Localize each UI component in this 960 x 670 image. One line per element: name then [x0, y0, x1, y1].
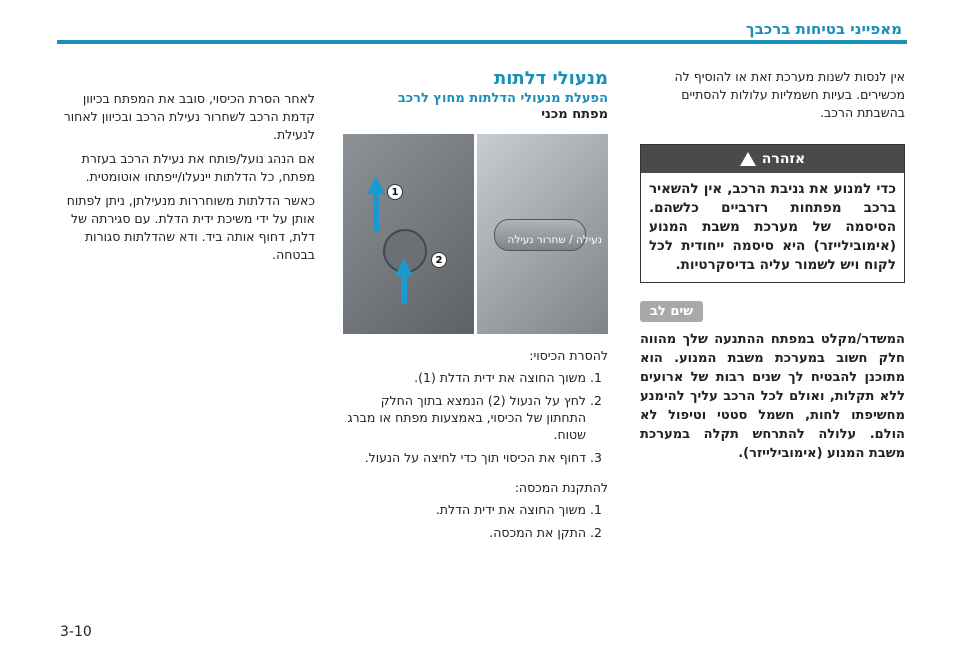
- auto-lock-paragraph: אם הנהג נועל/פותח את נעילת הרכב בעזרת מפתח, כל הדלתות יינעלו/ייפתחו אוטומטית.: [81, 151, 315, 184]
- install-cover-title: להתקנת המכסה:: [514, 480, 608, 495]
- warning-triangle-icon: [740, 152, 756, 166]
- photo-cover-panel: [343, 134, 474, 334]
- door-lock-photo: [343, 134, 608, 334]
- warning-body: כדי למנוע את גניבת הרכב, אין להשאיר ברכב מפתחות רזרביים כלשהם. הסיסמה של מערכת משבת המנוע (אימובילייזר) היא סיסמה ייחודית לכל לקוח ויש לשמור עליה בדיסקרטיות.: [649, 181, 896, 273]
- page-number: 3-10: [60, 624, 92, 640]
- step-item: 3. דחוף את הכיסוי תוך כדי לחיצה על הנעול.: [343, 449, 586, 466]
- section-subtitle-key: מפתח מכני: [541, 107, 608, 122]
- note-badge: שים לב: [640, 301, 703, 322]
- right-column: [640, 68, 905, 463]
- remove-cover-title: להסרת הכיסוי:: [529, 348, 608, 363]
- photo-handle-panel: [477, 134, 608, 334]
- step-item: 2. התקן את המכסה.: [343, 524, 586, 541]
- turn-key-paragraph: לאחר הסרת הכיסוי, סובב את המפתח בכיוון קדמת הרכב לשחרור נעילת הרכב ובכיוון לאחור לנעילת.: [63, 91, 315, 142]
- arrow-1-shaft: [373, 192, 379, 232]
- step-item: 2. לחץ על הנעול (2) הנמצא בתוך החלק התחתון של הכיסוי, באמצעות מפתח או מברג שטוח.: [343, 392, 586, 443]
- warning-header: [641, 145, 904, 173]
- warning-box: [640, 144, 905, 283]
- step-item: 1. משוך החוצה את ידית הדלת (1).: [343, 369, 586, 386]
- arrow-up-icon: [395, 258, 413, 276]
- note-body: המשדר/מקלט במפתח ההתנעה שלך מהווה חלק חשוב במערכת משבת המנוע. הוא מתוכנן להבטיח לך שנים רבות של ארועים ללא תקלות, ואולם לכל הרכב עליך להימנע מחשיפתו לחות, חשמל סטטי וטיפול לא הולם. עלולה להתרחש תקלה במערכת משבת המנוע (אימובילייזר).: [640, 332, 905, 461]
- callout-badge-2: 2: [431, 252, 447, 268]
- step-item: 1. משוך החוצה את ידית הדלת.: [343, 501, 586, 518]
- arrow-2-shaft: [401, 274, 407, 304]
- door-close-paragraph: כאשר הדלתות משוחררות מנעילתן, ניתן לפתוח אותן על ידי משיכת ידית הדלת. עם סגירתה של דלת, דחוף אותה ביד. ודא שהדלתות סגורות בבטחה.: [66, 193, 315, 262]
- warning-title: אזהרה: [761, 151, 806, 167]
- install-cover-steps: [343, 501, 608, 541]
- photo-lock-label: נעילה / שחרור נעילה: [507, 234, 602, 246]
- section-subtitle: הפעלת מנעולי הדלתות מחוץ לרכב: [397, 91, 608, 106]
- section-header: מאפייני בטיחות ברכבך: [745, 20, 902, 38]
- intro-paragraph: אין לנסות לשנות מערכת זאת או להוסיף לה מכשירים. בעיות חשמליות עלולות להסתיים בהשבתת הרכב.: [674, 69, 905, 120]
- middle-column: [343, 68, 608, 547]
- callout-badge-1: 1: [387, 184, 403, 200]
- left-column: [55, 90, 315, 264]
- arrow-up-icon: [367, 176, 385, 194]
- section-title: מנעולי דלתות: [493, 68, 608, 89]
- note-section: [640, 283, 905, 463]
- header-divider: [57, 40, 907, 44]
- remove-cover-steps: [343, 369, 608, 466]
